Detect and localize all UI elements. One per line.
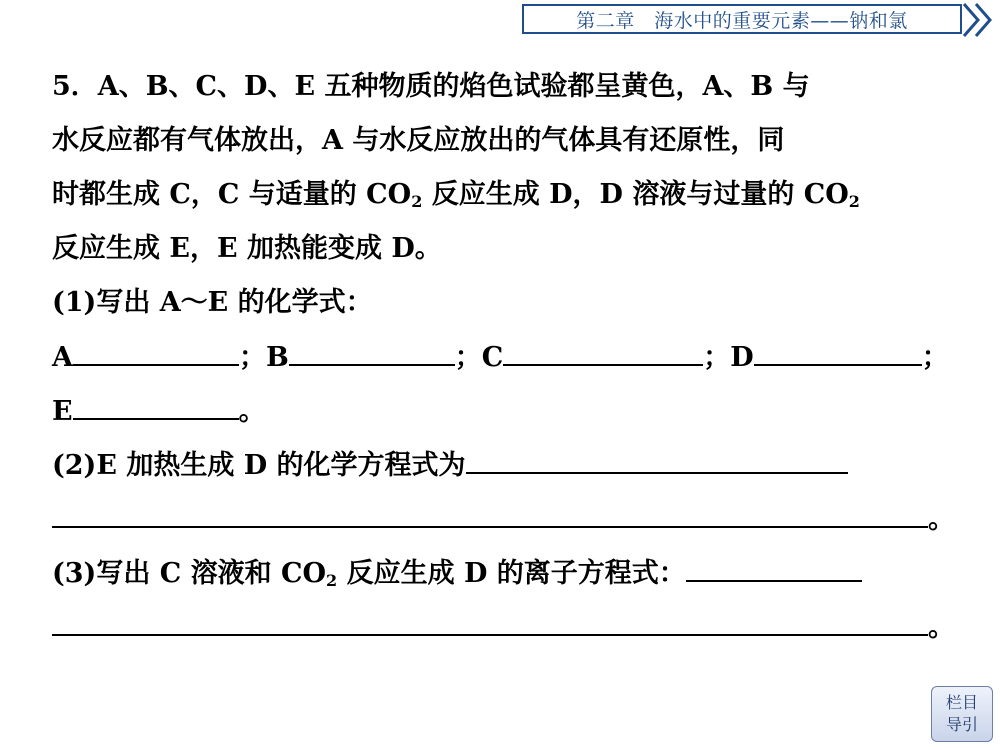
label-d: D: [730, 342, 754, 373]
answer-blank-q2-line2[interactable]: [52, 492, 928, 528]
question-3-continuation: [52, 600, 955, 654]
question-2-text: (2)E 加热生成 D 的化学方程式为: [52, 450, 466, 481]
question-line-3-part-a: 时都生成 C，C 与适量的 CO: [52, 179, 412, 210]
answer-row-a-d: [52, 330, 952, 384]
question-2-continuation: [52, 492, 955, 546]
label-a: A: [52, 342, 73, 373]
separator: ；: [454, 342, 482, 373]
separator: ；: [703, 342, 731, 373]
subscript-2: 2: [411, 192, 423, 211]
section-nav-button[interactable]: [931, 686, 993, 742]
subscript-2: 2: [848, 192, 860, 211]
period: 。: [928, 612, 955, 643]
answer-blank-a[interactable]: [73, 330, 239, 366]
question-3-part-a: (3)写出 C 溶液和 CO: [52, 558, 327, 589]
nav-label-line-2: 导引: [945, 715, 978, 734]
double-chevron-right-icon: [960, 2, 1000, 38]
period: 。: [928, 504, 955, 535]
chapter-title: 第二章 海水中的重要元素——钠和氯: [522, 4, 962, 34]
question-body: [52, 60, 955, 654]
question-2: [52, 438, 952, 492]
chapter-header: [522, 2, 996, 38]
nav-label-line-1: 栏目: [945, 693, 978, 712]
question-line-4: 反应生成 E，E 加热能变成 D。: [52, 233, 442, 264]
answer-blank-d[interactable]: [754, 330, 922, 366]
answer-blank-c[interactable]: [503, 330, 703, 366]
label-e: E: [52, 396, 73, 427]
answer-blank-q2[interactable]: [466, 438, 848, 474]
question-line-3-part-b: 反应生成 D，D 溶液与过量的 CO: [422, 179, 849, 210]
question-3: [52, 546, 952, 600]
answer-blank-b[interactable]: [289, 330, 455, 366]
question-line-3: [52, 168, 952, 222]
label-b: B: [265, 342, 289, 373]
question-3-part-b: 反应生成 D 的离子方程式：: [337, 558, 686, 589]
separator: ；: [921, 342, 949, 373]
subscript-2: 2: [326, 571, 338, 590]
label-c: C: [481, 342, 504, 373]
separator: ；: [238, 342, 266, 373]
answer-blank-q3-line2[interactable]: [52, 600, 928, 636]
question-line-1: 5．A、B、C、D、E 五种物质的焰色试验都呈黄色，A、B 与: [52, 71, 810, 102]
question-1-intro: (1)写出 A～E 的化学式：: [52, 287, 373, 318]
period: 。: [238, 396, 266, 427]
question-line-2: 水反应都有气体放出，A 与水反应放出的气体具有还原性，同: [52, 125, 785, 156]
answer-blank-q3[interactable]: [686, 546, 862, 582]
answer-row-e: [52, 384, 952, 438]
answer-blank-e[interactable]: [73, 384, 239, 420]
